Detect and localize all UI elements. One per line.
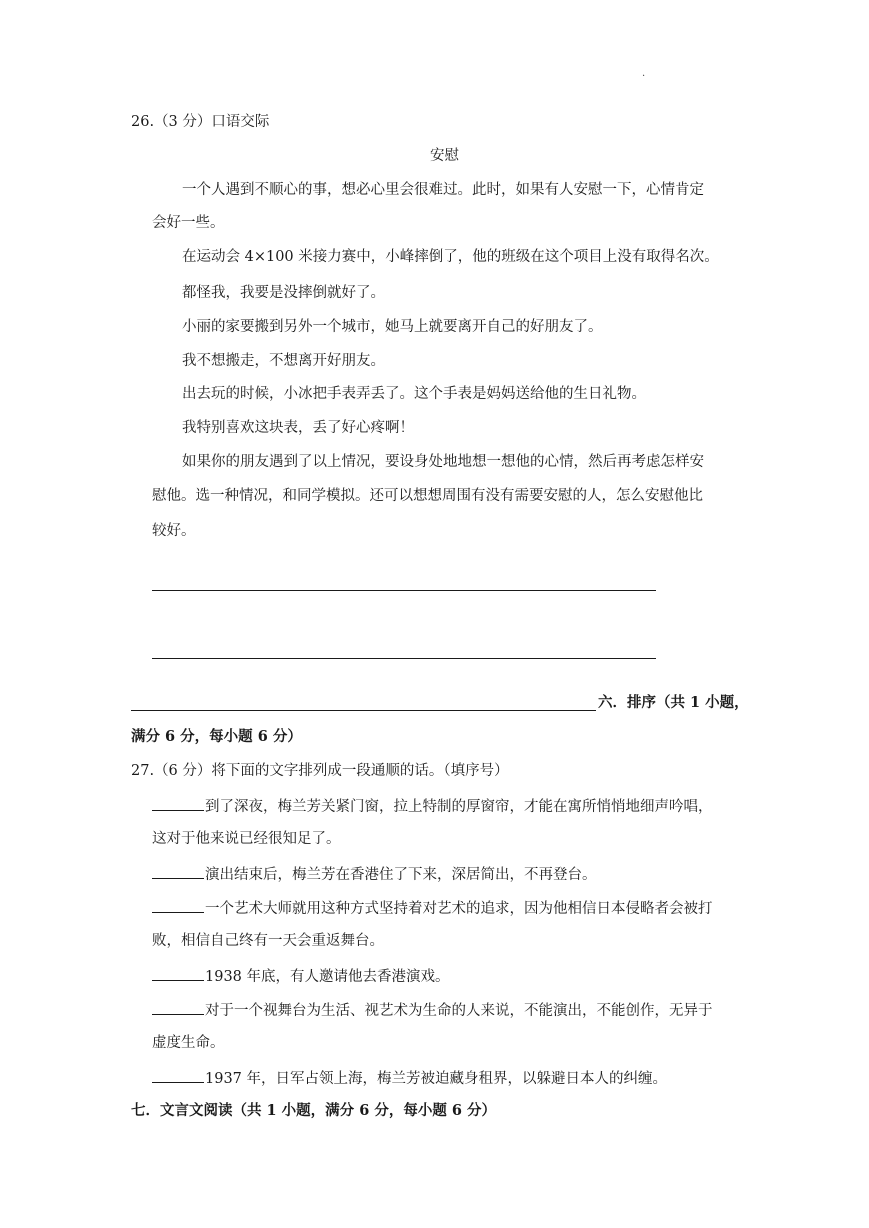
order-blank-5[interactable] — [152, 999, 204, 1015]
order-blank-1[interactable] — [152, 795, 204, 811]
page-mark: . — [642, 68, 646, 79]
q26-quote2: 我不想搬走，不想离开好朋友。 — [182, 353, 385, 369]
q27-item2-text: 演出结束后，梅兰芳在香港住了下来，深居简出，不再登台。 — [205, 867, 597, 883]
section6-heading-part1: 六．排序（共 1 小题， — [598, 694, 749, 711]
q27-item5-line1: 对于一个视舞台为生活、视艺术为生命的人来说，不能演出，不能创作，无异于 — [205, 1003, 713, 1019]
answer-line-1[interactable] — [152, 590, 656, 591]
answer-line-2[interactable] — [152, 658, 656, 659]
q27-item-3 — [152, 897, 713, 919]
q27-item3-line2: 败，相信自己终有一天会重返舞台。 — [152, 933, 384, 949]
q26-intro-line2: 会好一些。 — [152, 215, 225, 231]
q27-item-2 — [152, 863, 597, 885]
q26-task-line1: 如果你的朋友遇到了以上情况，要设身处地地想一想他的心情，然后再考虑怎样安 — [182, 454, 704, 470]
q26-scenario1: 在运动会 4×100 米接力赛中，小峰摔倒了，他的班级在这个项目上没有取得名次。 — [182, 249, 719, 265]
q27-item1-line2: 这对于他来说已经很知足了。 — [152, 831, 341, 847]
q27-item5-line2: 虚度生命。 — [152, 1035, 225, 1051]
q27-item-6 — [152, 1067, 667, 1089]
section6-heading-part2: 满分 6 分，每小题 6 分） — [131, 728, 302, 745]
q27-item6-text: 1937 年，日军占领上海，梅兰芳被迫藏身租界，以躲避日本人的纠缠。 — [205, 1071, 668, 1087]
order-blank-6[interactable] — [152, 1067, 204, 1083]
q26-quote3: 我特别喜欢这块表，丢了好心疼啊！ — [182, 420, 414, 436]
q27-heading: 27.（6 分）将下面的文字排列成一段通顺的话。（填序号） — [131, 763, 509, 779]
q26-title: 安慰 — [430, 148, 459, 164]
q26-heading: 26.（3 分）口语交际 — [131, 114, 270, 130]
q26-scenario2: 小丽的家要搬到另外一个城市，她马上就要离开自己的好朋友了。 — [182, 319, 603, 335]
q27-item4-text: 1938 年底，有人邀请他去香港演戏。 — [205, 969, 450, 985]
order-blank-4[interactable] — [152, 965, 204, 981]
order-blank-3[interactable] — [152, 897, 204, 913]
q26-task-line3: 较好。 — [152, 523, 196, 539]
q26-quote1: 都怪我，我要是没摔倒就好了。 — [182, 285, 385, 301]
q26-intro-line1: 一个人遇到不顺心的事，想必心里会很难过。此时，如果有人安慰一下，心情肯定 — [182, 182, 704, 198]
q27-item-1 — [152, 795, 713, 817]
section7-heading: 七．文言文阅读（共 1 小题，满分 6 分，每小题 6 分） — [131, 1102, 497, 1119]
q26-task-line2: 慰他。选一种情况，和同学模拟。还可以想想周围有没有需要安慰的人，怎么安慰他比 — [152, 488, 703, 504]
q27-item-5 — [152, 999, 713, 1021]
q26-scenario3: 出去玩的时候，小冰把手表弄丢了。这个手表是妈妈送给他的生日礼物。 — [182, 386, 646, 402]
answer-line-3[interactable] — [131, 710, 596, 711]
q27-item-4 — [152, 965, 450, 987]
q27-item3-line1: 一个艺术大师就用这种方式坚持着对艺术的追求，因为他相信日本侵略者会被打 — [205, 901, 713, 917]
order-blank-2[interactable] — [152, 863, 204, 879]
q27-item1-line1: 到了深夜，梅兰芳关紧门窗，拉上特制的厚窗帘，才能在寓所悄悄地细声吟唱， — [205, 799, 713, 815]
